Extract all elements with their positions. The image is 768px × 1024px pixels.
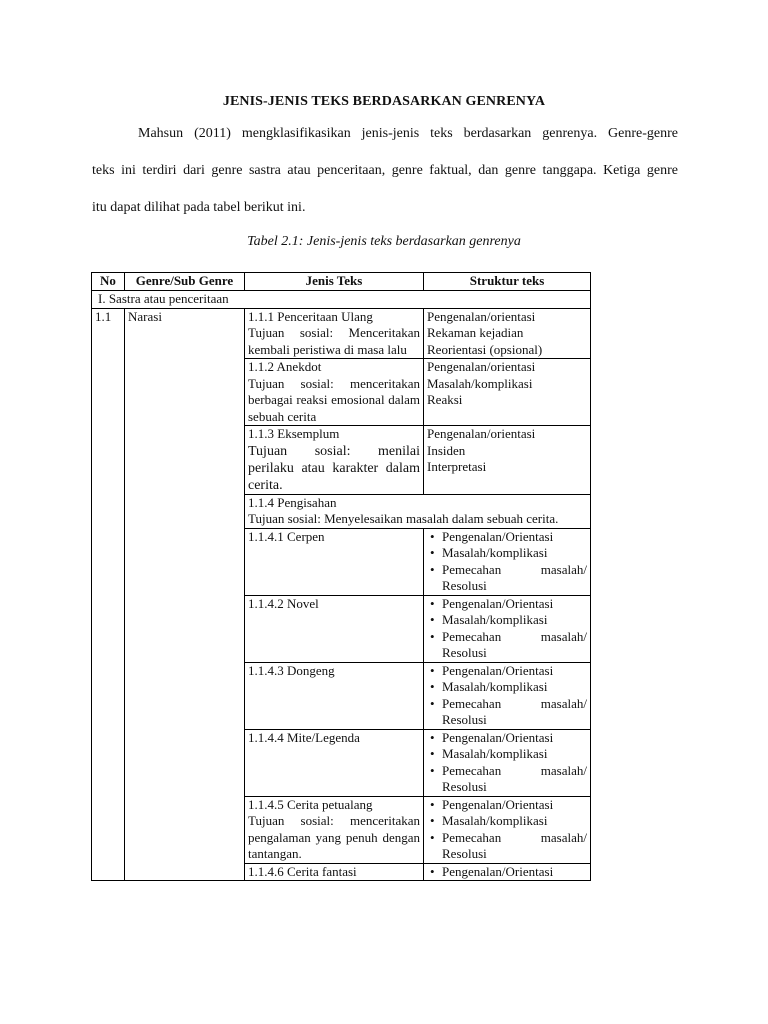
struktur-cell xyxy=(424,426,591,495)
table-header-row xyxy=(92,273,591,291)
struktur-item: • Masalah/komplikasi xyxy=(427,746,587,763)
header-genre: Genre/Sub Genre xyxy=(125,273,245,291)
table-row xyxy=(92,308,591,359)
struktur-cell xyxy=(424,308,591,359)
pengisahan-title: 1.1.4 Pengisahan xyxy=(248,494,337,510)
pengisahan-cell xyxy=(245,494,591,528)
jenis-cell xyxy=(245,426,424,495)
table-caption: Tabel 2.1: Jenis-jenis teks berdasarkan genrenya xyxy=(247,234,521,249)
struktur-cell xyxy=(424,796,591,863)
struktur-list xyxy=(427,663,587,729)
struktur-item: • Pemecahan masalah/ Resolusi xyxy=(427,562,587,595)
jenis-desc: Tujuan sosial: Menceritakan kembali peristiwa di masa lalu xyxy=(248,325,420,357)
struktur-item: Reorientasi (opsional) xyxy=(427,341,543,357)
section-row xyxy=(92,291,591,309)
struktur-item: • Pemecahan masalah/ Resolusi xyxy=(427,629,587,662)
struktur-item: • Pengenalan/Orientasi xyxy=(427,797,587,814)
row-number: 1.1 xyxy=(92,308,125,881)
paragraph-line-1: Mahsun (2011) mengklasifikasikan jenis-jenis teks berdasarkan genrenya. Genre-genre xyxy=(138,126,678,141)
jenis-cell xyxy=(245,359,424,426)
struktur-cell xyxy=(424,863,591,881)
jenis-cell: 1.1.4.6 Cerita fantasi xyxy=(245,863,424,881)
struktur-item: Rekaman kejadian xyxy=(427,325,524,340)
jenis-title: 1.1.1 Penceritaan Ulang xyxy=(248,308,373,324)
struktur-cell xyxy=(424,662,591,729)
jenis-cell xyxy=(245,308,424,359)
struktur-cell xyxy=(424,729,591,796)
section-label: I. Sastra atau penceritaan xyxy=(92,291,591,309)
struktur-item: Pengenalan/orientasi xyxy=(427,426,536,441)
struktur-list xyxy=(427,797,587,863)
struktur-item: • Pengenalan/Orientasi xyxy=(427,596,587,613)
struktur-item: Reaksi xyxy=(427,392,463,407)
struktur-item: • Masalah/komplikasi xyxy=(427,545,587,562)
jenis-cell: 1.1.4.4 Mite/Legenda xyxy=(245,729,424,796)
struktur-list xyxy=(427,864,587,881)
jenis-title: 1.1.2 Anekdot xyxy=(248,359,322,374)
genre-table xyxy=(91,272,591,881)
struktur-item: • Pemecahan masalah/ Resolusi xyxy=(427,763,587,796)
struktur-list xyxy=(427,529,587,595)
jenis-cell: 1.1.4.1 Cerpen xyxy=(245,528,424,595)
row-genre: Narasi xyxy=(125,308,245,881)
struktur-cell xyxy=(424,359,591,426)
paragraph-line-3: itu dapat dilihat pada tabel berikut ini. xyxy=(92,200,306,215)
jenis-title: 1.1.4.5 Cerita petualang xyxy=(248,796,373,812)
document-title: JENIS-JENIS TEKS BERDASARKAN GENRENYA xyxy=(222,94,546,109)
intro-paragraph xyxy=(92,115,678,226)
struktur-item: • Pemecahan masalah/ Resolusi xyxy=(427,830,587,863)
struktur-item: • Masalah/komplikasi xyxy=(427,813,587,830)
struktur-item: • Masalah/komplikasi xyxy=(427,612,587,629)
struktur-item: Masalah/komplikasi xyxy=(427,375,533,391)
struktur-cell xyxy=(424,528,591,595)
struktur-item: • Pengenalan/Orientasi xyxy=(427,864,587,881)
paragraph-line-2: teks ini terdiri dari genre sastra atau penceritaan, genre faktual, dan genre tanggapa. Ketiga genre xyxy=(92,163,678,178)
struktur-item: Insiden xyxy=(427,442,466,458)
jenis-desc: Tujuan sosial: menilai perilaku atau karakter dalam cerita. xyxy=(248,443,420,493)
struktur-item: Interpretasi xyxy=(427,459,487,474)
struktur-cell xyxy=(424,595,591,662)
jenis-desc: Tujuan sosial: menceritakan pengalaman yang penuh dengan tantangan. xyxy=(248,813,420,861)
struktur-item: • Pengenalan/Orientasi xyxy=(427,529,587,546)
struktur-item: • Pengenalan/Orientasi xyxy=(427,730,587,747)
header-jenis: Jenis Teks xyxy=(245,273,424,291)
header-no: No xyxy=(92,273,125,291)
struktur-list xyxy=(427,596,587,662)
jenis-desc: Tujuan sosial: menceritakan berbagai reaksi emosional dalam sebuah cerita xyxy=(248,375,420,424)
jenis-title: 1.1.3 Eksemplum xyxy=(248,426,340,441)
struktur-item: • Pengenalan/Orientasi xyxy=(427,663,587,680)
jenis-cell: 1.1.4.2 Novel xyxy=(245,595,424,662)
jenis-cell xyxy=(245,796,424,863)
pengisahan-desc: Tujuan sosial: Menyelesaikan masalah dalam sebuah cerita. xyxy=(248,511,559,526)
struktur-list xyxy=(427,730,587,796)
struktur-item: Pengenalan/orientasi xyxy=(427,359,536,374)
header-struktur: Struktur teks xyxy=(424,273,591,291)
jenis-cell: 1.1.4.3 Dongeng xyxy=(245,662,424,729)
struktur-item: • Masalah/komplikasi xyxy=(427,679,587,696)
struktur-item: • Pemecahan masalah/ Resolusi xyxy=(427,696,587,729)
struktur-item: Pengenalan/orientasi xyxy=(427,308,536,324)
